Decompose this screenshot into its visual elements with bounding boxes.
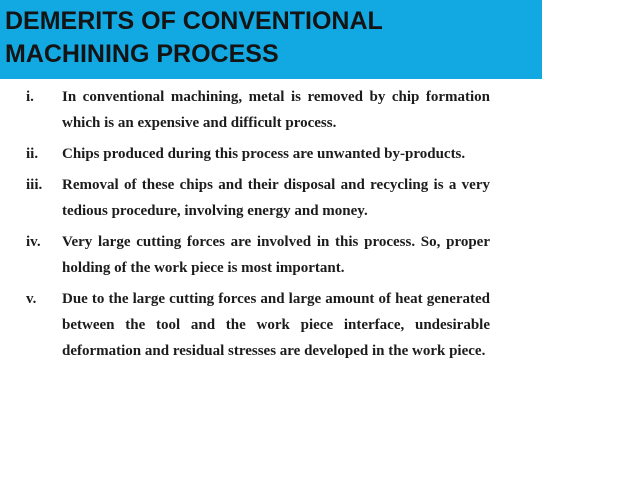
list-item-numeral: v. xyxy=(26,291,37,307)
list-item-text: Due to the large cutting forces and large amount of heat generated between the tool and the work piece interface, undesirable deformation and residual stresses are developed in the work piece. xyxy=(62,291,490,359)
list-item-text: Chips produced during this process are unwanted by-products. xyxy=(62,146,466,162)
list-item xyxy=(0,229,490,281)
list-item-numeral: iv. xyxy=(26,234,41,250)
list-item-text: Removal of these chips and their disposal and recycling is a very tedious procedure, involving energy and money. xyxy=(62,177,490,219)
list-item-text: In conventional machining, metal is removed by chip formation which is an expensive and difficult process. xyxy=(62,89,490,131)
list-item xyxy=(0,172,490,224)
slide-title-line-1: DEMERITS OF CONVENTIONAL xyxy=(5,7,383,35)
list-item xyxy=(0,84,490,136)
list-item xyxy=(0,141,490,167)
list-item-text: Very large cutting forces are involved in this process. So, proper holding of the work piece is most important. xyxy=(62,234,490,276)
list-item xyxy=(0,286,490,364)
demerits-list xyxy=(0,84,490,364)
list-item-numeral: iii. xyxy=(26,177,43,193)
slide-title-line-2: MACHINING PROCESS xyxy=(5,40,279,68)
list-item-numeral: ii. xyxy=(26,146,39,162)
list-item-numeral: i. xyxy=(26,89,34,105)
title-banner xyxy=(0,0,542,79)
